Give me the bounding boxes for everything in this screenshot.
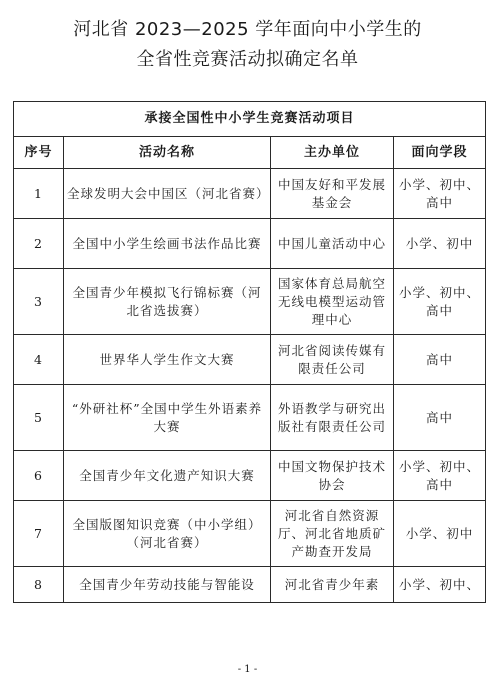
cell-organizer: 国家体育总局航空无线电模型运动管理中心 <box>271 269 394 335</box>
cell-number: 2 <box>14 219 64 269</box>
cell-organizer: 河北省青少年素 <box>271 567 394 603</box>
document-title-line-2: 全省性竞赛活动拟确定名单 <box>136 49 359 70</box>
cell-school-stage: 小学、初中、高中 <box>394 269 486 335</box>
table-row <box>14 567 486 603</box>
table-row <box>14 269 486 335</box>
cell-activity-name: 全国青少年模拟飞行锦标赛（河北省选拔赛） <box>64 269 271 335</box>
page-number: - 1 - <box>237 664 258 675</box>
cell-activity-name: 全国中小学生绘画书法作品比赛 <box>64 219 271 269</box>
cell-activity-name: 全国青少年劳动技能与智能设 <box>64 567 271 603</box>
cell-number: 3 <box>14 269 64 335</box>
table-row <box>14 335 486 385</box>
section-heading: 承接全国性中小学生竞赛活动项目 <box>14 102 486 137</box>
cell-organizer: 外语教学与研究出版社有限责任公司 <box>271 385 394 451</box>
table-row <box>14 169 486 219</box>
table-row <box>14 219 486 269</box>
cell-number: 6 <box>14 451 64 501</box>
cell-school-stage: 小学、初中、高中 <box>394 451 486 501</box>
cell-school-stage: 小学、初中、 <box>394 567 486 603</box>
header-number: 序号 <box>14 137 64 169</box>
cell-number: 4 <box>14 335 64 385</box>
cell-school-stage: 小学、初中 <box>394 501 486 567</box>
cell-school-stage: 高中 <box>394 335 486 385</box>
document-title-line-1: 河北省 2023—2025 学年面向中小学生的 <box>73 19 422 40</box>
cell-organizer: 中国儿童活动中心 <box>271 219 394 269</box>
cell-number: 8 <box>14 567 64 603</box>
cell-number: 7 <box>14 501 64 567</box>
cell-activity-name: “外研社杯”全国中学生外语素养大赛 <box>64 385 271 451</box>
header-activity-name: 活动名称 <box>64 137 271 169</box>
cell-number: 1 <box>14 169 64 219</box>
cell-activity-name: 全国版图知识竞赛（中小学组）（河北省赛） <box>64 501 271 567</box>
table-row <box>14 501 486 567</box>
cell-organizer: 河北省自然资源厅、河北省地质矿产勘查开发局 <box>271 501 394 567</box>
table-row <box>14 451 486 501</box>
cell-organizer: 中国文物保护技术协会 <box>271 451 394 501</box>
header-organizer: 主办单位 <box>271 137 394 169</box>
header-school-stage: 面向学段 <box>394 137 486 169</box>
cell-organizer: 河北省阅读传媒有限责任公司 <box>271 335 394 385</box>
cell-school-stage: 高中 <box>394 385 486 451</box>
cell-activity-name: 世界华人学生作文大赛 <box>64 335 271 385</box>
competition-table <box>13 101 486 603</box>
cell-activity-name: 全球发明大会中国区（河北省赛） <box>64 169 271 219</box>
cell-organizer: 中国友好和平发展基金会 <box>271 169 394 219</box>
cell-school-stage: 小学、初中、高中 <box>394 169 486 219</box>
cell-number: 5 <box>14 385 64 451</box>
cell-activity-name: 全国青少年文化遗产知识大赛 <box>64 451 271 501</box>
cell-school-stage: 小学、初中 <box>394 219 486 269</box>
table-row <box>14 385 486 451</box>
